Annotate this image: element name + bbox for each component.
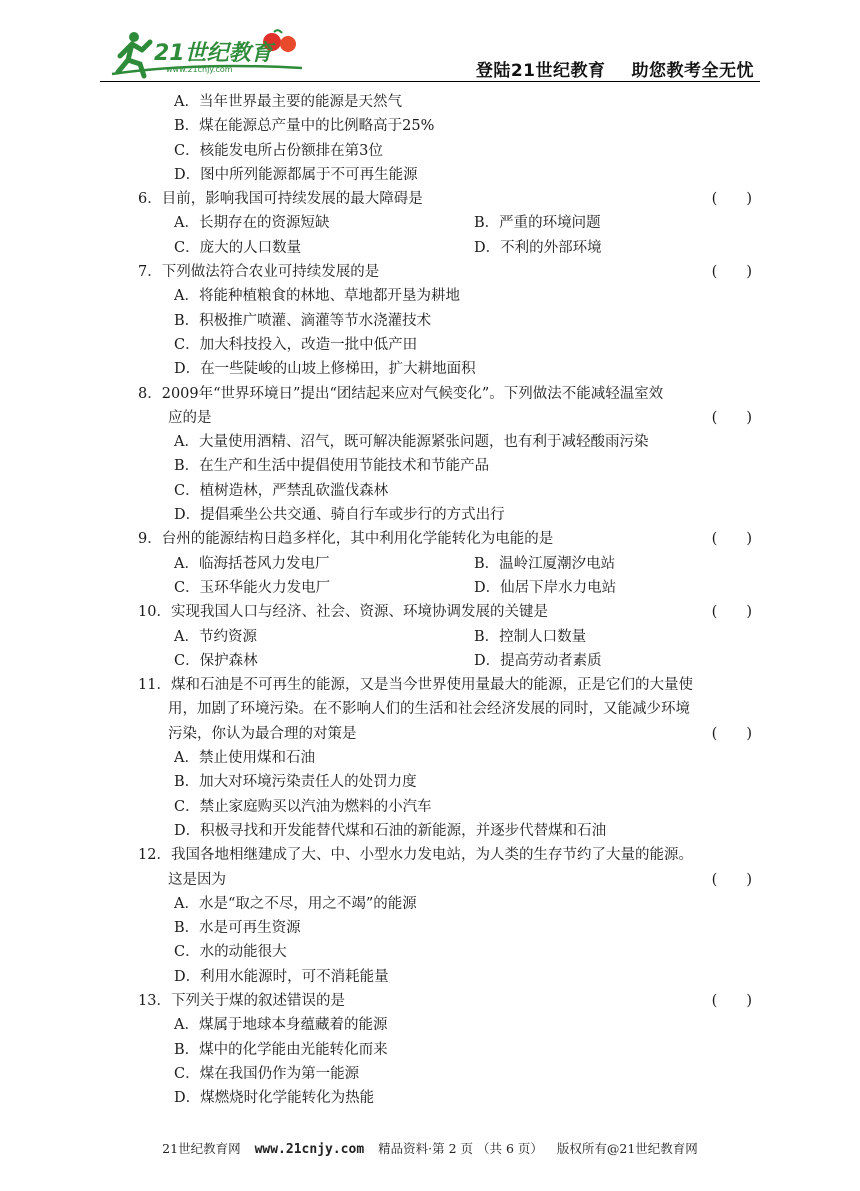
option-row [138, 236, 758, 260]
answer-bracket[interactable]: ( ) [711, 264, 752, 281]
question-stem-text: 10．实现我国人口与经济、社会、资源、环境协调发展的关键是 [138, 604, 548, 621]
answer-option-text: D．积极寻找和开发能替代煤和石油的新能源，并逐步代替煤和石油 [174, 822, 607, 839]
answer-option[interactable]: D．不利的外部环境 [474, 239, 602, 256]
question-block [138, 90, 758, 187]
logo-url: www.21cnjy.com [166, 65, 233, 74]
answer-option-text: C．禁止家庭购买以汽油为燃料的小汽车 [174, 798, 432, 815]
answer-bracket[interactable]: ( ) [711, 191, 752, 208]
answer-option-text: B．煤中的化学能由光能转化而来 [174, 1041, 388, 1058]
question-stem [138, 989, 758, 1013]
answer-option[interactable]: D．仙居下岸水力电站 [474, 579, 617, 596]
question-block [138, 989, 758, 1110]
answer-option[interactable] [138, 479, 758, 503]
question-stem [138, 382, 758, 406]
answer-option-text: B．加大对环境污染责任人的处罚力度 [174, 774, 417, 791]
answer-option-text: A．水是“取之不尽，用之不竭”的能源 [174, 895, 417, 912]
answer-option[interactable] [138, 163, 758, 187]
answer-bracket[interactable]: ( ) [711, 992, 752, 1009]
answer-option-text: C．煤在我国仍作为第一能源 [174, 1065, 360, 1082]
question-stem [138, 843, 758, 867]
option-row [138, 211, 758, 235]
answer-option-text: A．当年世界最主要的能源是天然气 [174, 94, 402, 110]
answer-option[interactable] [138, 940, 758, 964]
question-stem [138, 527, 758, 551]
answer-option-text: B．水是可再生资源 [174, 920, 301, 937]
option-row [138, 552, 758, 576]
answer-option[interactable] [138, 454, 758, 478]
answer-option[interactable]: B．严重的环境问题 [474, 215, 601, 232]
answer-option-text: A．煤属于地球本身蕴藏着的能源 [174, 1017, 388, 1034]
answer-option[interactable]: D．提高劳动者素质 [474, 652, 602, 669]
answer-option-text: A．禁止使用煤和石油 [174, 750, 315, 767]
footer-site-link[interactable]: www.21cnjy.com [254, 1142, 365, 1157]
answer-option[interactable] [138, 503, 758, 527]
question-stem [138, 260, 758, 284]
question-stem-text: 8．2009年“世界环境日”提出“团结起来应对气候变化”。下列做法不能减轻温室效 [138, 385, 664, 402]
answer-option[interactable] [138, 1086, 758, 1110]
answer-bracket[interactable]: ( ) [711, 871, 752, 888]
question-stem-text: 这是因为 [168, 871, 226, 888]
answer-option[interactable] [138, 430, 758, 454]
question-block [138, 843, 758, 989]
answer-option[interactable]: B．温岭江厦潮汐电站 [474, 555, 616, 572]
logo-wordmark: 21世纪教育 [154, 41, 273, 66]
answer-option[interactable] [138, 965, 758, 989]
answer-bracket[interactable]: ( ) [711, 725, 752, 742]
answer-bracket[interactable]: ( ) [711, 604, 752, 621]
question-stem-text: 应的是 [168, 409, 212, 426]
answer-option[interactable] [138, 819, 758, 843]
question-stem [138, 406, 758, 430]
question-stem [138, 673, 758, 697]
answer-option-text: D．提倡乘坐公共交通、骑自行车或步行的方式出行 [174, 507, 505, 524]
option-row [138, 576, 758, 600]
answer-option[interactable] [138, 357, 758, 381]
site-logo[interactable] [106, 28, 306, 80]
question-stem-text: 12．我国各地相继建成了大、中、小型水力发电站，为人类的生存节约了大量的能源。 [138, 847, 693, 864]
answer-option[interactable] [138, 284, 758, 308]
question-block [138, 527, 758, 600]
answer-option-text: D．在一些陡峻的山坡上修梯田，扩大耕地面积 [174, 361, 476, 378]
question-block [138, 673, 758, 843]
slogan-left: 登陆21世纪教育 [475, 61, 606, 81]
question-block [138, 260, 758, 381]
answer-option[interactable]: A．节约资源 [174, 628, 257, 645]
question-stem-text: 11．煤和石油是不可再生的能源，又是当今世界使用量最大的能源，正是它们的大量使 [138, 677, 693, 694]
logo-graphic [106, 28, 306, 80]
question-list [138, 90, 758, 1110]
question-stem-text: 7．下列做法符合农业可持续发展的是 [138, 264, 380, 281]
answer-option-text: D．煤燃烧时化学能转化为热能 [174, 1090, 375, 1107]
answer-option[interactable] [138, 139, 758, 163]
answer-option-text: B．煤在能源总产量中的比例略高于25% [174, 118, 435, 135]
answer-option-text: A．大量使用酒精、沼气，既可解决能源紧张问题，也有利于减轻酸雨污染 [174, 434, 649, 451]
answer-option[interactable] [138, 1062, 758, 1086]
footer-copyright: 版权所有@21世纪教育网 [556, 1141, 698, 1156]
answer-option[interactable] [138, 892, 758, 916]
question-stem [138, 600, 758, 624]
answer-option-text: C．植树造林，严禁乱砍滥伐森林 [174, 482, 389, 499]
answer-bracket[interactable]: ( ) [711, 409, 752, 426]
answer-option-text: D．利用水能源时，可不消耗能量 [174, 968, 389, 985]
answer-option[interactable] [138, 90, 758, 114]
header-slogan [476, 56, 754, 81]
question-stem-text: 6．目前，影响我国可持续发展的最大障碍是 [138, 191, 423, 208]
header-divider [100, 81, 760, 82]
answer-option[interactable] [138, 333, 758, 357]
question-block [138, 382, 758, 528]
page-header [100, 28, 760, 82]
answer-option[interactable] [138, 114, 758, 138]
question-stem-text: 用，加剧了环境污染。在不影响人们的生活和社会经济发展的同时，又能减少环境 [168, 701, 690, 718]
answer-option[interactable] [138, 1038, 758, 1062]
question-stem-text: 13．下列关于煤的叙述错误的是 [138, 992, 345, 1009]
footer-page-info: 精品资料·第 2 页 （共 6 页） [378, 1141, 543, 1156]
answer-option[interactable] [138, 795, 758, 819]
answer-option-text: D．图中所列能源都属于不可再生能源 [174, 166, 418, 183]
question-block [138, 187, 758, 260]
question-stem [138, 722, 758, 746]
option-row [138, 625, 758, 649]
question-stem-text: 污染，你认为最合理的对策是 [168, 725, 357, 742]
answer-option-text: C．加大科技投入，改造一批中低产田 [174, 336, 418, 353]
answer-option-text: B．在生产和生活中提倡使用节能技术和节能产品 [174, 458, 490, 475]
answer-option[interactable]: A．长期存在的资源短缺 [174, 215, 330, 232]
answer-option[interactable]: C．庞大的人口数量 [174, 239, 302, 256]
answer-option[interactable]: C．玉环华能火力发电厂 [174, 579, 331, 596]
answer-option[interactable] [138, 916, 758, 940]
question-block [138, 600, 758, 673]
answer-option[interactable] [138, 770, 758, 794]
answer-option[interactable] [138, 309, 758, 333]
option-row [138, 649, 758, 673]
answer-option-text: B．积极推广喷灌、滴灌等节水浇灌技术 [174, 312, 432, 329]
slogan-right: 助您教考全无忧 [631, 61, 754, 81]
answer-option[interactable]: B．控制人口数量 [474, 628, 587, 645]
answer-option[interactable] [138, 1013, 758, 1037]
answer-bracket[interactable]: ( ) [711, 531, 752, 548]
page-footer [0, 1139, 860, 1157]
question-stem [138, 187, 758, 211]
question-stem-text: 9．台州的能源结构日趋多样化，其中利用化学能转化为电能的是 [138, 531, 554, 548]
answer-option-text: A．将能种植粮食的林地、草地都开垦为耕地 [174, 288, 460, 305]
answer-option-text: C．核能发电所占份额排在第3位 [174, 142, 383, 159]
question-stem [138, 697, 758, 721]
answer-option[interactable]: C．保护森林 [174, 652, 258, 669]
footer-org: 21世纪教育网 [162, 1141, 241, 1156]
answer-option[interactable]: A．临海括苍风力发电厂 [174, 555, 330, 572]
answer-option[interactable] [138, 746, 758, 770]
question-stem [138, 868, 758, 892]
answer-option-text: C．水的动能很大 [174, 944, 287, 961]
